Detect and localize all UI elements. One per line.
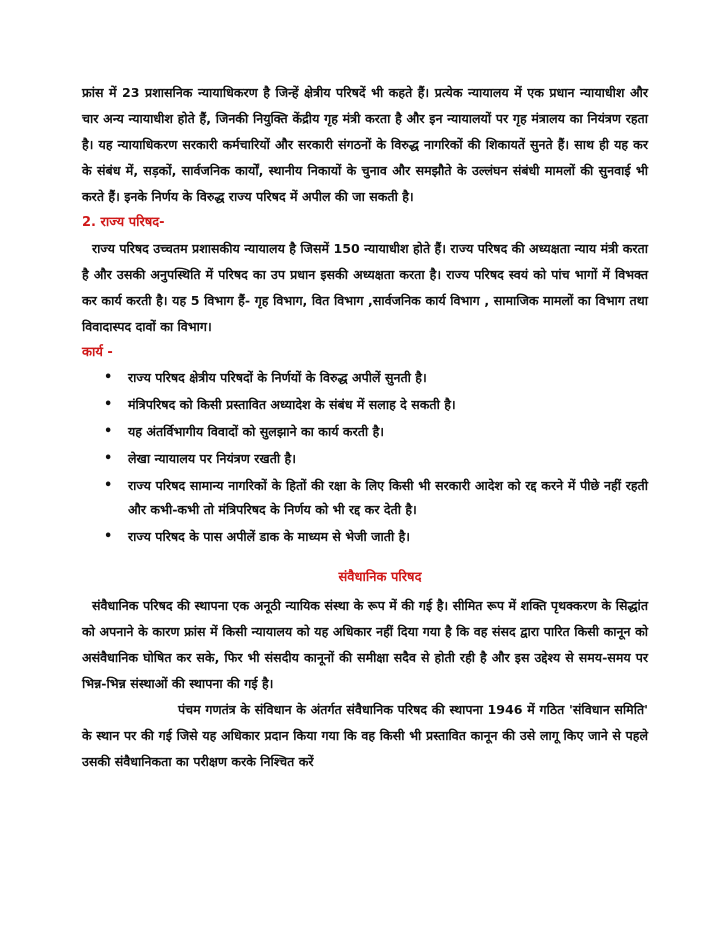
samvaidhanik-parishad-heading: संवैधानिक परिषद	[338, 570, 422, 585]
list-item: • राज्य परिषद क्षेत्रीय परिषदों के निर्णयों के विरुद्ध अपीलें सुनती है।	[118, 366, 648, 390]
document-page	[82, 80, 648, 775]
bullet-icon: •	[104, 478, 113, 493]
list-item: • यह अंतर्विभागीय विवादों को सुलझाने का कार्य करती है।	[118, 420, 648, 444]
list-item: • मंत्रिपरिषद को किसी प्रस्तावित अध्यादेश के संबंध में सलाह दे सकती है।	[118, 393, 648, 417]
rajya-parishad-paragraph: राज्य परिषद उच्चतम प्रशासकीय न्यायालय है जिसमें 150 न्यायाधीश होते हैं। राज्य परिषद की अध्यक्षता न्याय मंत्री करता है और उसकी अनुपस्थिति में परिषद का उप प्रधान इसकी अध्यक्षता करता है। राज्य परिषद स्वयं को पांच भागों में विभक्त कर कार्य करती है। यह 5 विभाग हैं- गृह विभाग, वित विभाग ,सार्वजनिक कार्य विभाग , सामाजिक मामलों का विभाग तथा विवादास्पद दावों का विभाग।	[82, 241, 648, 334]
list-item: • लेखा न्यायालय पर नियंत्रण रखती है।	[118, 447, 648, 471]
rajya-parishad-heading: 2. राज्य परिषद-	[82, 215, 165, 230]
bullet-icon: •	[104, 397, 113, 412]
samvaidhanik-paragraph-2: पंचम गणतंत्र के संविधान के अंतर्गत संवैधानिक परिषद की स्थापना 1946 में गठित 'संविधान समिति' के स्थान पर की गई जिसे यह अधिकार प्रदान किया गया कि वह किसी भी प्रस्तावित कानून की उसे लागू किए जाने से पहले उसकी संवैधानिकता का परीक्षण करके निश्चित करें	[82, 702, 648, 769]
bullet-icon: •	[104, 451, 113, 466]
functions-list	[82, 366, 648, 549]
bullet-icon: •	[104, 529, 113, 544]
list-item: • राज्य परिषद सामान्य नागरिकों के हितों की रक्षा के लिए किसी भी सरकारी आदेश को रद्द करने में पीछे नहीं रहती और कभी-कभी तो मंत्रिपरिषद के निर्णय को भी रद्द कर देती है।	[118, 474, 648, 522]
intro-paragraph: फ्रांस में 23 प्रशासनिक न्यायाधिकरण है जिन्हें क्षेत्रीय परिषदें भी कहते हैं। प्रत्येक न्यायालय में एक प्रधान न्यायाधीश और चार अन्य न्यायाधीश होते हैं, जिनकी नियुक्ति केंद्रीय गृह मंत्री करता है और इन न्यायालयों पर गृह मंत्रालय का नियंत्रण रहता है। यह न्यायाधिकरण सरकारी कर्मचारियों और सरकारी संगठनों के विरुद्ध नागरिकों की शिकायतें सुनते हैं। साथ ही यह कर के संबंध में, सड़कों, सार्वजनिक कार्यों, स्थानीय निकायों के चुनाव और समझौते के उल्लंघन संबंधी मामलों की सुनवाई भी करते हैं। इनके निर्णय के विरुद्ध राज्य परिषद में अपील की जा सकती है।	[82, 85, 648, 204]
bullet-icon: •	[104, 424, 113, 439]
bullet-icon: •	[104, 370, 113, 385]
functions-heading: कार्य -	[82, 345, 113, 360]
samvaidhanik-paragraph-1: संवैधानिक परिषद की स्थापना एक अनूठी न्यायिक संस्था के रूप में की गई है। सीमित रूप में शक्ति पृथक्करण के सिद्धांत को अपनाने के कारण फ्रांस में किसी न्यायालय को यह अधिकार नहीं दिया गया है कि वह संसद द्वारा पारित किसी कानून को असंवैधानिक घोषित कर सके, फिर भी संसदीय कानूनों की समीक्षा सदैव से होती रही है और इस उद्देश्य से समय-समय पर भिन्न-भिन्न संस्थाओं की स्थापना की गई है।	[82, 598, 648, 691]
list-item: • राज्य परिषद के पास अपीलें डाक के माध्यम से भेजी जाती है।	[118, 525, 648, 549]
